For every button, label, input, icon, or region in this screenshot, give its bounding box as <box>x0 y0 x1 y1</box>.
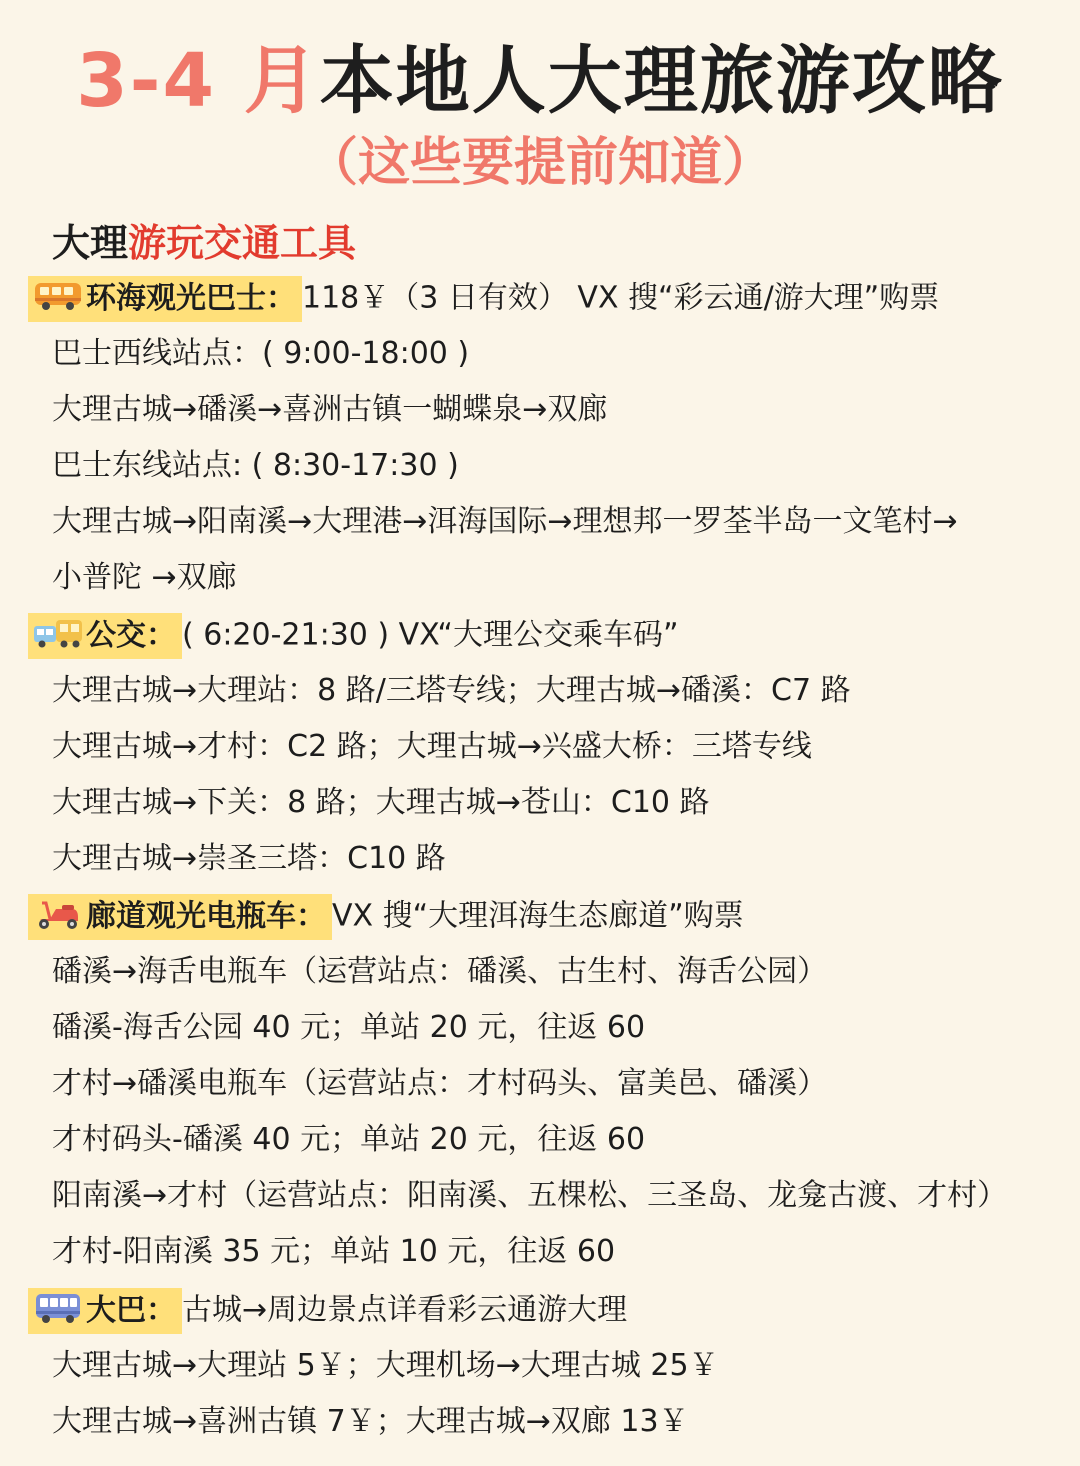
list-item: 大理古城→阳南溪→大理港→洱海国际→理想邦一罗荃半岛一文笔村→ <box>52 504 958 539</box>
list-item: 大理古城→磻溪→喜洲古镇一蝴蝶泉→双廊 <box>52 392 608 427</box>
list-item: 大理古城→喜洲古镇 7￥；大理古城→双廊 13￥ <box>52 1404 689 1439</box>
page-subtitle: （这些要提前知道） <box>305 133 774 193</box>
city-bus-label-highlight <box>28 613 182 659</box>
list-item: 大理古城→下关：8 路；大理古城→苍山：C10 路 <box>52 785 710 820</box>
scooter-label: 廊道观光电瓶车： <box>86 898 326 934</box>
city-bus-text: ( 6:20-21:30 ) VX“大理公交乘车码” <box>182 617 679 653</box>
page-title <box>0 22 1080 128</box>
list-item: 才村→磻溪电瓶车（运营站点：才村码头、富美邑、磻溪） <box>52 1066 828 1101</box>
scooter-label-highlight <box>28 894 332 940</box>
city-bus-label: 公交： <box>86 617 176 653</box>
scooter-heading <box>28 888 744 944</box>
scooter-icon <box>32 897 84 931</box>
coach-bus-label-highlight <box>28 1288 182 1334</box>
tour-bus-label-highlight <box>28 276 302 322</box>
coach-bus-heading <box>28 1282 627 1338</box>
tour-bus-text: 118￥（3 日有效） VX 搜“彩云通/游大理”购票 <box>302 280 940 316</box>
list-item: 阳南溪→才村（运营站点：阳南溪、五棵松、三圣岛、龙龛古渡、才村） <box>52 1178 1008 1213</box>
list-item: 才村码头-磻溪 40 元；单站 20 元，往返 60 <box>52 1122 646 1157</box>
coach-bus-icon <box>32 1291 84 1325</box>
section-heading <box>52 212 356 267</box>
scooter-text: VX 搜“大理洱海生态廊道”购票 <box>332 898 744 934</box>
list-item: 磻溪→海舌电瓶车（运营站点：磻溪、古生村、海舌公园） <box>52 954 828 989</box>
section-heading-red: 游玩交通工具 <box>128 221 357 265</box>
city-bus-heading <box>28 607 679 663</box>
title-main: 本地人大理旅游攻略 <box>319 38 1004 124</box>
list-item: 大理古城→大理站：8 路/三塔专线；大理古城→磻溪：C7 路 <box>52 673 851 708</box>
tour-bus-label: 环海观光巴士： <box>86 280 296 316</box>
list-item: 大理古城→才村：C2 路；大理古城→兴盛大桥：三塔专线 <box>52 729 812 764</box>
list-item: 巴士西线站点：( 9:00-18:00 ) <box>52 336 470 371</box>
list-item: 小普陀 →双廊 <box>52 560 237 595</box>
list-item: 巴士东线站点: ( 8:30-17:30 ) <box>52 448 459 483</box>
list-item: 大理古城→大理站 5￥；大理机场→大理古城 25￥ <box>52 1348 719 1383</box>
tour-bus-icon <box>32 279 84 313</box>
coach-bus-label: 大巴： <box>86 1292 176 1328</box>
city-bus-icon <box>32 616 84 650</box>
list-item: 磻溪-海舌公园 40 元；单站 20 元，往返 60 <box>52 1010 646 1045</box>
title-accent: 3-4 月 <box>76 38 320 124</box>
section-heading-black: 大理 <box>52 221 129 265</box>
coach-bus-text: 古城→周边景点详看彩云通游大理 <box>182 1292 628 1328</box>
tour-bus-heading <box>28 270 939 326</box>
list-item: 才村-阳南溪 35 元；单站 10 元，往返 60 <box>52 1234 616 1269</box>
list-item: 大理古城→崇圣三塔：C10 路 <box>52 841 446 876</box>
